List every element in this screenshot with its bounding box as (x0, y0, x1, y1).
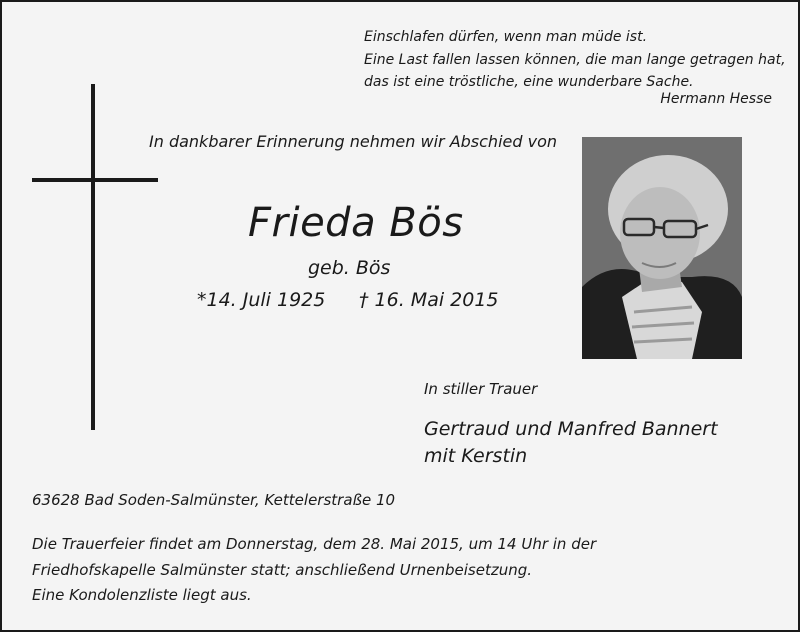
intro-text: In dankbarer Erinnerung nehmen wir Abschied von (149, 132, 557, 151)
address-line: 63628 Bad Soden-Salmünster, Kettelerstraße 10 (32, 491, 396, 509)
birth-date: *14. Juli 1925 (197, 289, 326, 311)
service-line: Eine Kondolenzliste liegt aus. (32, 586, 252, 604)
mourner-line: Gertraud und Manfred Bannert (424, 418, 718, 440)
birth-name: geb. Bös (308, 257, 391, 279)
quote-block (364, 26, 786, 94)
service-line: Die Trauerfeier findet am Donnerstag, dem 28. Mai 2015, um 14 Uhr in der (32, 535, 597, 553)
mourners-list (424, 416, 718, 470)
deceased-name: Frieda Bös (248, 200, 464, 246)
quote-author: Hermann Hesse (660, 91, 772, 107)
service-info (32, 532, 596, 609)
portrait-illustration (582, 137, 742, 359)
quote-line: das ist eine tröstliche, eine wunderbare Sache. (364, 74, 694, 90)
death-date: † 16. Mai 2015 (359, 289, 499, 311)
mourning-label: In stiller Trauer (424, 380, 538, 398)
mourner-line: mit Kerstin (424, 445, 528, 467)
cross-horizontal-bar (32, 178, 158, 182)
portrait-photo (582, 137, 742, 359)
service-line: Friedhofskapelle Salmünster statt; anschließend Urnenbeisetzung. (32, 560, 533, 579)
quote-line: Eine Last fallen lassen können, die man lange getragen hat, (364, 51, 786, 68)
quote-line: Einschlafen dürfen, wenn man müde ist. (364, 29, 648, 45)
cross-vertical-bar (91, 84, 95, 430)
